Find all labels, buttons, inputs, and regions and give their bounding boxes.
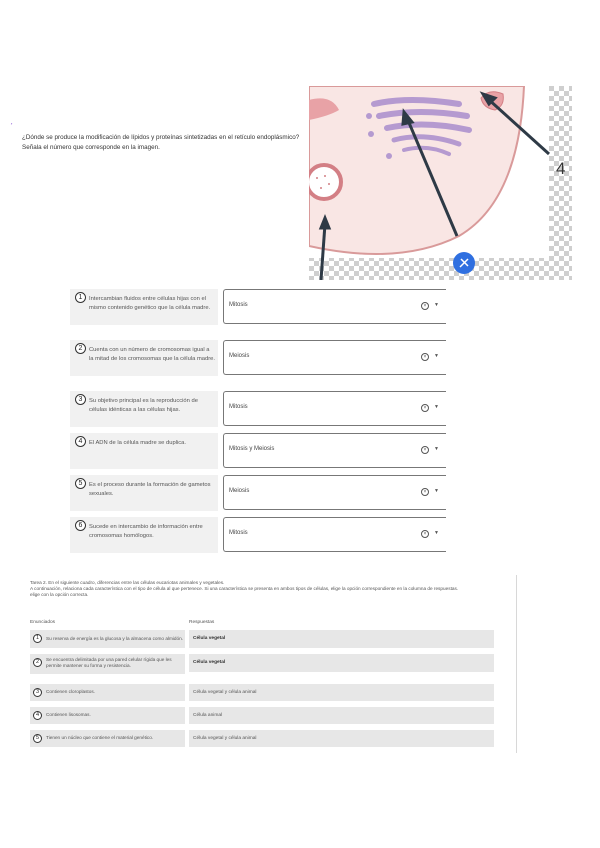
- row-number: 4: [33, 711, 42, 720]
- answer-value: Célula vegetal y célula animal: [193, 736, 257, 741]
- answer-value: Mitosis: [229, 530, 248, 536]
- question-text: [22, 133, 352, 152]
- clear-icon[interactable]: ×: [421, 404, 429, 412]
- row-number: 5: [33, 734, 42, 743]
- answer-select[interactable]: [223, 433, 446, 468]
- row-number: 2: [33, 658, 42, 667]
- task2-answer[interactable]: [189, 654, 494, 672]
- task2-prompt: [30, 630, 185, 648]
- task2-instructions-line-3: elige con la opción correcta.: [30, 592, 89, 597]
- prompt-text: Su reserva de energía es la glucosa y la almacena como almidón.: [46, 636, 184, 641]
- answer-value: Célula vegetal: [193, 660, 226, 665]
- clear-icon[interactable]: ×: [421, 353, 429, 361]
- task2-instructions: [30, 580, 500, 598]
- task2-answer[interactable]: [189, 707, 494, 724]
- match-row: [70, 517, 446, 553]
- clear-icon[interactable]: ×: [421, 446, 429, 454]
- prompt-text: Intercambian fluidos entre células hijas con el mismo contenido genético que la célula madre.: [89, 296, 211, 311]
- answer-select[interactable]: [223, 391, 446, 426]
- clear-icon[interactable]: ×: [421, 302, 429, 310]
- prompt-text: Contienen cloroplastos.: [46, 689, 95, 694]
- row-number: 1: [33, 634, 42, 643]
- match-prompt: [70, 475, 218, 511]
- prompt-text: Tienen un núcleo que contiene el material genético.: [46, 735, 154, 740]
- cell-diagram: [309, 86, 572, 280]
- task2-instructions-line-1: Tarea 2. En el siguiente cuadro, diferencias entre las células eucariotas animales y vegetales.: [30, 580, 225, 585]
- cell-diagram-svg: [309, 86, 572, 280]
- row-number: 4: [75, 436, 86, 447]
- match-row: [70, 475, 446, 511]
- match-prompt: [70, 340, 218, 376]
- task2-instructions-line-2: A continuación, relaciona cada característica con el tipo de célula al que pertenece. Si una característica se presenta en ambos tipos de células, elige la opción correspondiente en la columna de respuestas.: [30, 586, 459, 591]
- prompt-text: Se encuentra delimitada por una pared celular rígida que les permite mantener su forma y resistencia.: [46, 657, 172, 668]
- answer-value: Mitosis: [229, 302, 248, 308]
- clear-icon[interactable]: ×: [421, 530, 429, 538]
- prompt-text: Su objetivo principal es la reproducción de células idénticas a las células hijas.: [89, 398, 198, 413]
- column-header-answers: Respuestas: [189, 620, 215, 625]
- task2-prompt: [30, 654, 185, 674]
- chevron-down-icon[interactable]: ▼: [434, 302, 439, 308]
- prompt-text: El ADN de la célula madre se duplica.: [89, 440, 186, 446]
- chevron-down-icon[interactable]: ▼: [434, 530, 439, 536]
- match-row: [70, 391, 446, 427]
- question-line-1: ¿Dónde se produce la modificación de lípidos y proteínas sintetizadas en el retículo endoplásmico?: [22, 134, 300, 141]
- match-row: [70, 289, 446, 325]
- task2-prompt: [30, 730, 185, 747]
- prompt-text: Cuenta con un número de cromosomas igual a la mitad de los cromosomas que la célula madre.: [89, 347, 215, 362]
- clear-icon[interactable]: ×: [421, 488, 429, 496]
- row-number: 3: [75, 394, 86, 405]
- question-line-2: Señala el número que corresponde en la imagen.: [22, 143, 160, 151]
- answer-select[interactable]: [223, 340, 446, 375]
- match-prompt: [70, 517, 218, 553]
- chevron-down-icon[interactable]: ▼: [434, 488, 439, 494]
- task2-answer[interactable]: [189, 630, 494, 648]
- answer-value: Célula vegetal y célula animal: [193, 690, 257, 695]
- answer-value: Mitosis y Meiosis: [229, 446, 275, 452]
- match-prompt: [70, 289, 218, 325]
- match-prompt: [70, 433, 218, 469]
- match-row: [70, 340, 446, 376]
- row-number: 2: [75, 343, 86, 354]
- figure-number-label: 4: [556, 159, 566, 178]
- answer-value: Célula animal: [193, 713, 223, 718]
- answer-value: Célula vegetal: [193, 636, 226, 641]
- match-row: [70, 433, 446, 469]
- transparency-checker: [549, 86, 572, 280]
- vertical-divider: [516, 575, 517, 753]
- column-header-prompts: Enunciados: [30, 620, 56, 625]
- chevron-down-icon[interactable]: ▼: [434, 446, 439, 452]
- task2-prompt: [30, 707, 185, 724]
- prompt-text: Sucede en intercambio de información entre cromosomas homólogos.: [89, 524, 203, 539]
- task2-prompt: [30, 684, 185, 701]
- answer-value: Mitosis: [229, 404, 248, 410]
- chevron-down-icon[interactable]: ▼: [434, 404, 439, 410]
- answer-select[interactable]: [223, 289, 446, 324]
- row-number: 5: [75, 478, 86, 489]
- vesicle-shape: [309, 165, 341, 199]
- chevron-down-icon[interactable]: ▼: [434, 353, 439, 359]
- prompt-text: Es el proceso durante la formación de gametos sexuales.: [89, 482, 211, 497]
- match-prompt: [70, 391, 218, 427]
- transparency-checker: [309, 258, 572, 280]
- task2-answer[interactable]: [189, 684, 494, 701]
- answer-value: Meiosis: [229, 488, 250, 494]
- answer-select[interactable]: [223, 517, 446, 552]
- prompt-text: Contienen lisosomas.: [46, 712, 91, 717]
- pencil-mark-icon: ˏ: [10, 116, 13, 125]
- row-number: 6: [75, 520, 86, 531]
- task2-answer[interactable]: [189, 730, 494, 747]
- answer-select[interactable]: [223, 475, 446, 510]
- answer-value: Meiosis: [229, 353, 250, 359]
- row-number: 1: [75, 292, 86, 303]
- row-number: 3: [33, 688, 42, 697]
